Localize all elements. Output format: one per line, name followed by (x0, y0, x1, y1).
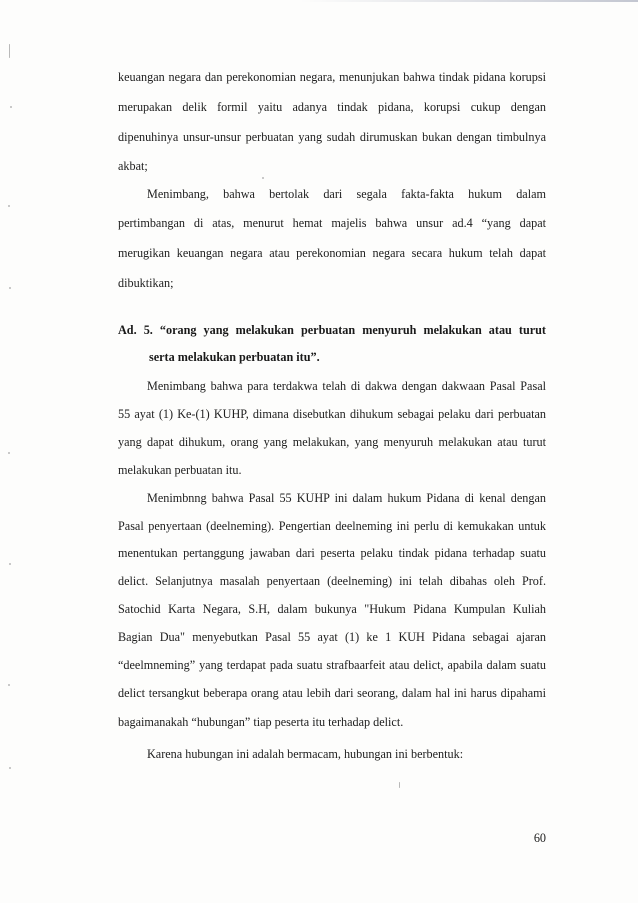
text-line: keuangan negara dan perekonomian negara, menunjukan bahwa tindak pidana korupsi (118, 70, 546, 84)
text-line: dipenuhinya unsur-unsur perbuatan yang sudah dirumuskan bukan dengan timbulnya (118, 130, 546, 144)
scan-edge-artifact (300, 0, 638, 2)
text-line: dibuktikan; (118, 276, 174, 290)
scan-speck (9, 767, 11, 769)
scan-speck (262, 177, 264, 179)
scan-speck (10, 106, 12, 108)
page-number: 60 (533, 831, 546, 845)
text-line: akbat; (118, 159, 148, 173)
heading-line: Ad. 5. “orang yang melakukan perbuatan menyuruh melakukan atau turut (118, 323, 546, 337)
scan-speck (8, 205, 10, 207)
scan-speck (8, 452, 10, 454)
text-line: delict. Selanjutnya masalah penyertaan (deelneming) ini telah dibahas oleh Prof. (118, 574, 546, 588)
scan-speck (8, 684, 10, 686)
text-line: bagaimanakah “hubungan” tiap peserta itu terhadap delict. (118, 715, 404, 729)
scan-speck (399, 782, 400, 788)
text-line: Karena hubungan ini adalah bermacam, hubungan ini berbentuk: (147, 747, 464, 761)
text-line: merugikan keuangan negara atau perekonomian negara secara hukum telah dapat (118, 246, 546, 260)
text-line: Bagian Dua" menyebutkan Pasal 55 ayat (1) ke 1 KUH Pidana sebagai ajaran (118, 630, 546, 644)
scan-speck (9, 287, 11, 289)
text-line: “deelmneming” yang terdapat pada suatu strafbaarfeit atau delict, apabila dalam suatu (118, 658, 546, 672)
text-line: delict tersangkut beberapa orang atau lebih dari seorang, dalam hal ini harus dipahami (118, 686, 546, 700)
text-line: Menimbang, bahwa bertolak dari segala fakta-fakta hukum dalam (147, 187, 546, 201)
text-line: yang dapat dihukum, orang yang melakukan, yang menyuruh melakukan atau turut (118, 435, 546, 449)
text-line: merupakan delik formil yaitu adanya tindak pidana, korupsi cukup dengan (118, 100, 546, 114)
text-line: Satochid Karta Negara, S.H, dalam bukunya "Hukum Pidana Kumpulan Kuliah (118, 602, 546, 616)
heading-line: serta melakukan perbuatan itu”. (149, 350, 320, 364)
scan-speck (9, 563, 11, 565)
scan-speck (9, 44, 10, 58)
text-line: pertimbangan di atas, menurut hemat majelis bahwa unsur ad.4 “yang dapat (118, 216, 546, 230)
text-line: Pasal penyertaan (deelneming). Pengertian deelneming ini perlu di kemukakan untuk (118, 519, 546, 533)
text-line: menentukan pertanggung jawaban dari peserta pelaku tindak pidana terhadap suatu (118, 546, 546, 560)
text-line: Menimbnng bahwa Pasal 55 KUHP ini dalam hukum Pidana di kenal dengan (147, 491, 546, 505)
text-line: Menimbang bahwa para terdakwa telah di dakwa dengan dakwaan Pasal Pasal (147, 379, 546, 393)
text-line: melakukan perbuatan itu. (118, 463, 242, 477)
text-line: 55 ayat (1) Ke-(1) KUHP, dimana disebutkan dihukum sebagai pelaku dari perbuatan (118, 407, 546, 421)
